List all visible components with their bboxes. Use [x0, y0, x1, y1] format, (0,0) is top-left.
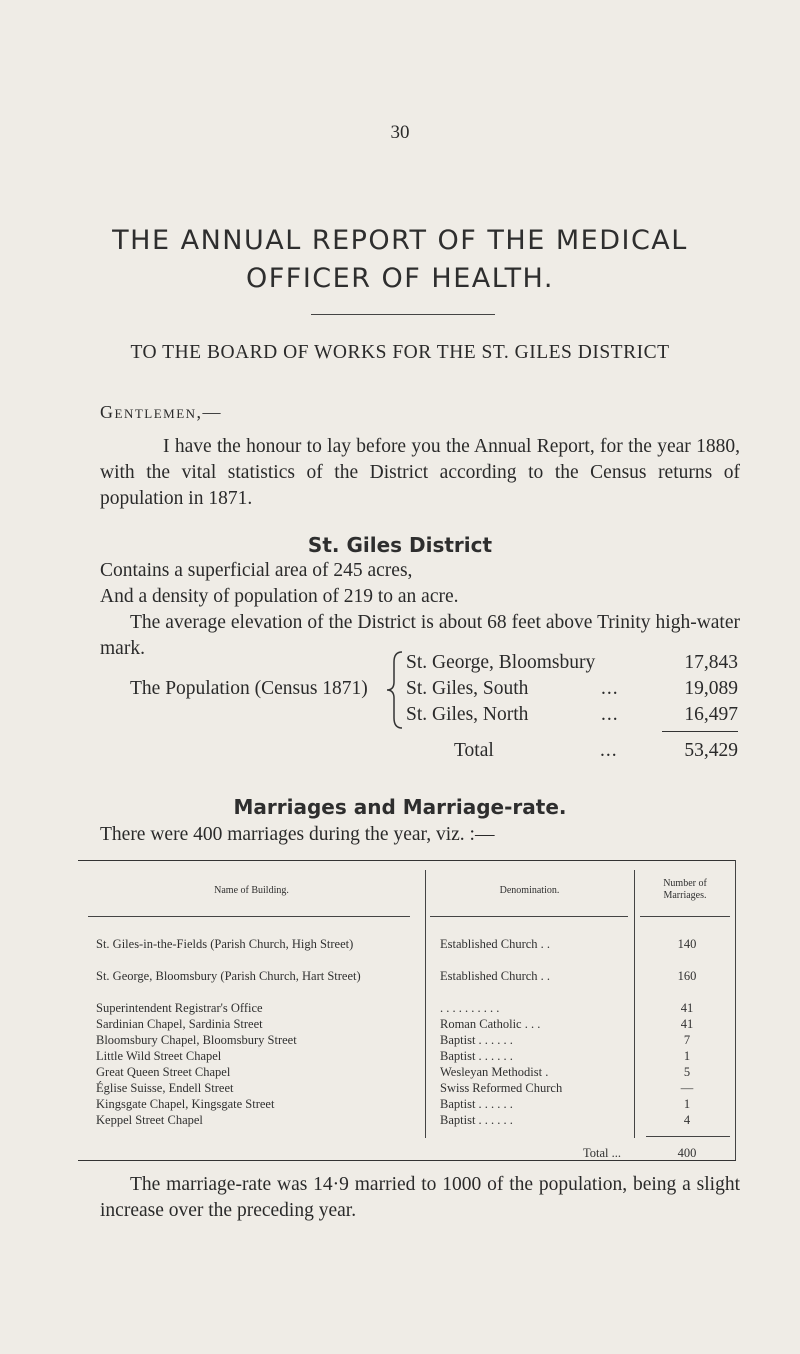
marriage-count: 5 [683, 1065, 691, 1079]
population-label: The Population (Census 1871) [130, 678, 368, 699]
population-value: 19,089 [684, 678, 738, 699]
building-name: Église Suisse, Endell Street [96, 1081, 234, 1095]
elevation-paragraph: The average elevation of the District is about 68 feet above Trinity high-water mark. [100, 612, 740, 659]
marriage-count: — [680, 1081, 694, 1095]
marriages-table [78, 860, 736, 1160]
header-name: Name of Building. [214, 885, 289, 896]
marriage-count: 1 [683, 1097, 691, 1111]
marriage-rate-paragraph: The marriage-rate was 14·9 married to 1000 of the population, being a slight increase over the preceding year. [100, 1174, 740, 1221]
building-name: St. George, Bloomsbury (Parish Church, Hart Street) [96, 969, 361, 983]
denomination: Swiss Reformed Church [440, 1081, 563, 1095]
population-value: 16,497 [684, 704, 738, 725]
denomination: Baptist . . . . . . [440, 1033, 513, 1047]
title-divider [311, 314, 495, 315]
building-name: Little Wild Street Chapel [96, 1049, 222, 1063]
building-name: Kingsgate Chapel, Kingsgate Street [96, 1097, 275, 1111]
marriages-heading: Marriages and Marriage-rate. [233, 795, 567, 819]
table-total-value: 400 [677, 1146, 697, 1160]
denomination: Established Church . . [440, 969, 551, 983]
denomination: Baptist . . . . . . [440, 1097, 513, 1111]
population-brace [385, 650, 405, 730]
table-total-label: Total ... [583, 1146, 622, 1160]
marriages-intro: There were 400 marriages during the year, viz. :— [100, 824, 495, 845]
header-rule [88, 916, 410, 917]
population-total-dots: ... [600, 740, 618, 761]
building-name: Bloomsbury Chapel, Bloomsbury Street [96, 1033, 297, 1047]
district-heading: St. Giles District [307, 533, 493, 557]
denomination: . . . . . . . . . . [440, 1001, 500, 1015]
population-total-value: 53,429 [684, 740, 738, 761]
marriage-count: 4 [683, 1113, 691, 1127]
intro-paragraph: I have the honour to lay before you the Annual Report, for the year 1880, with the vital statistics of the District according to the Census returns of population in 1871. [100, 436, 740, 509]
salutation: Gentlemen,— [100, 402, 223, 422]
population-dots: ... [601, 704, 619, 725]
denomination: Roman Catholic . . . [440, 1017, 541, 1031]
population-total-rule [662, 731, 738, 732]
header-denomination: Denomination. [499, 885, 560, 896]
table-top-rule [78, 860, 736, 861]
marriage-count: 140 [677, 937, 697, 951]
density-line: And a density of population of 219 to an acre. [100, 586, 459, 607]
header-number: Number of Marriages. [663, 878, 707, 901]
marriage-count: 41 [680, 1001, 694, 1015]
population-name: St. George, Bloomsbury [406, 652, 596, 673]
marriage-count: 7 [683, 1033, 691, 1047]
table-bottom-rule [78, 1160, 736, 1161]
table-column-divider [634, 870, 635, 1138]
header-rule [640, 916, 730, 917]
marriage-count: 160 [677, 969, 697, 983]
building-name: Superintendent Registrar's Office [96, 1001, 263, 1015]
page-number: 30 [390, 122, 410, 143]
population-total-label: Total [454, 740, 494, 761]
building-name: Great Queen Street Chapel [96, 1065, 231, 1079]
marriage-count: 1 [683, 1049, 691, 1063]
population-value: 17,843 [684, 652, 738, 673]
denomination: Established Church . . [440, 937, 551, 951]
population-name: St. Giles, South [406, 678, 529, 699]
header-rule [430, 916, 628, 917]
denomination: Baptist . . . . . . [440, 1113, 513, 1127]
building-name: St. Giles-in-the-Fields (Parish Church, High Street) [96, 937, 354, 951]
building-name: Keppel Street Chapel [96, 1113, 203, 1127]
population-name: St. Giles, North [406, 704, 529, 725]
building-name: Sardinian Chapel, Sardinia Street [96, 1017, 263, 1031]
denomination: Wesleyan Methodist . [440, 1065, 549, 1079]
marriage-count: 41 [680, 1017, 694, 1031]
area-line: Contains a superficial area of 245 acres, [100, 560, 413, 581]
report-title: THE ANNUAL REPORT OF THE MEDICAL OFFICER OF HEALTH. [112, 225, 688, 294]
population-dots: ... [601, 678, 619, 699]
denomination: Baptist . . . . . . [440, 1049, 513, 1063]
addressee: TO THE BOARD OF WORKS FOR THE ST. GILES DISTRICT [130, 342, 670, 363]
total-rule [646, 1136, 730, 1137]
